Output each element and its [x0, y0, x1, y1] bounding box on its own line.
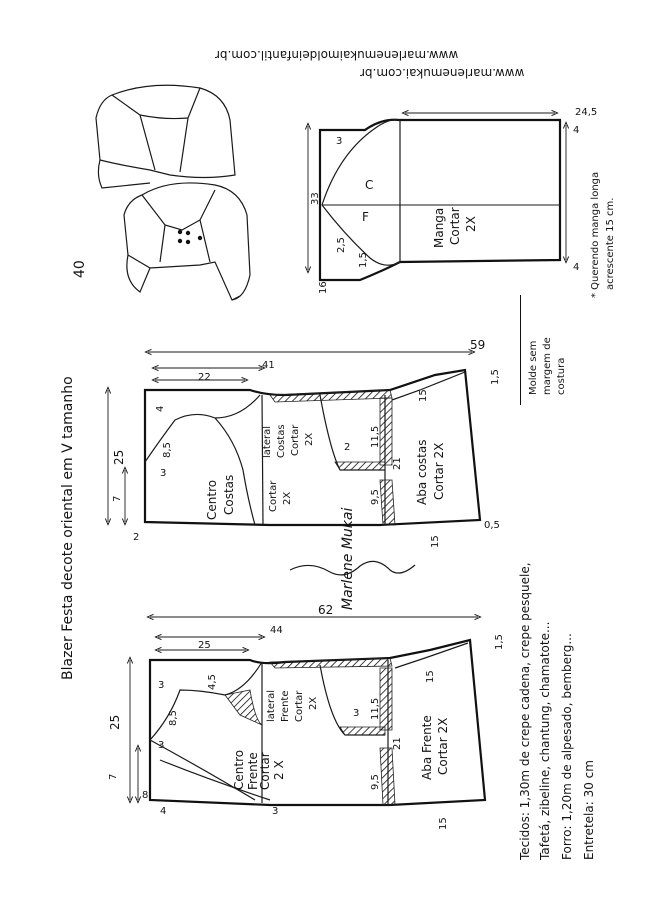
sleeve-label-1: Manga — [432, 207, 446, 248]
back-dim-7: 7 — [112, 495, 123, 502]
front-aba-2: Cortar 2X — [436, 717, 450, 775]
back-dim-59: 59 — [470, 338, 486, 352]
sleeve-label-2: Cortar — [448, 207, 462, 245]
back-lateral-1: lateral — [262, 426, 273, 458]
front-lateral-4: 2X — [308, 696, 319, 710]
back-centro-1: Centro — [205, 479, 219, 520]
back-dim-3a: 3 — [160, 468, 167, 479]
sleeve-dim-4a: 4 — [573, 125, 580, 136]
materials-line-4: Entretela: 30 cm — [582, 760, 596, 860]
back-dim-41: 41 — [262, 360, 275, 371]
sleeve-dim-2-5: 2,5 — [336, 237, 347, 253]
front-centro-2: Frente — [246, 752, 260, 790]
back-dim-2b: 2 — [133, 532, 140, 543]
front-lateral-1: lateral — [266, 690, 277, 722]
materials-line-2: Tafetá, zibeline, chantung, chamatote... — [538, 621, 552, 860]
back-lateral-3: Cortar — [290, 424, 301, 456]
front-dim-62: 62 — [318, 603, 334, 617]
pattern-title: Blazer Festa decote oriental em V tamanho — [60, 376, 76, 680]
sleeve-dim-16: 16 — [318, 281, 329, 294]
sleeve-note-2: acrescente 15 cm. — [605, 197, 616, 290]
back-dim-9-5: 9,5 — [370, 489, 381, 505]
url-line-2: www.marlenemukai.com.br — [360, 66, 525, 80]
back-dim-15a: 15 — [418, 389, 429, 402]
front-dim-8: 8 — [142, 790, 149, 801]
front-dim-11-5: 11,5 — [370, 697, 381, 720]
front-centro-3: Cortar — [258, 752, 272, 790]
front-dim-7: 7 — [108, 773, 119, 780]
sleeve-dim-4b: 4 — [573, 262, 580, 273]
back-aba-2: Cortar 2X — [432, 442, 446, 500]
front-lateral-2: Frente — [280, 690, 291, 722]
back-cortar-2: 2X — [282, 491, 293, 505]
seam-note-2: margem de — [542, 337, 553, 395]
front-dim-25: 25 — [198, 640, 211, 651]
front-centro-4: 2 X — [272, 760, 286, 780]
sleeve-dim-33: 33 — [310, 192, 321, 205]
seam-note-1: Molde sem — [528, 340, 539, 395]
front-dim-3c: 3 — [353, 708, 360, 719]
front-aba-1: Aba Frente — [420, 715, 434, 780]
sleeve-letter-f: F — [362, 210, 369, 224]
back-dim-21: 21 — [392, 457, 403, 470]
back-cortar-1: Cortar — [268, 480, 279, 512]
front-dim-3d: 3 — [272, 806, 279, 817]
sleeve-dim-3: 3 — [336, 136, 343, 147]
front-dim-25v: 25 — [108, 714, 122, 730]
front-dim-44: 44 — [270, 625, 283, 636]
signature: Marlene Mukai — [340, 507, 356, 610]
front-dim-1-5: 1,5 — [494, 634, 505, 650]
sleeve-label-3: 2X — [464, 216, 478, 232]
materials-line-3: Forro: 1,20m de alpesado, bemberg... — [560, 633, 574, 860]
back-dim-22: 22 — [198, 372, 211, 383]
sleeve-note-1: * Querendo manga longa — [590, 171, 601, 298]
seam-note-3: costura — [556, 357, 567, 395]
sleeve-dim-24-5: 24,5 — [575, 107, 598, 118]
front-dim-21: 21 — [392, 737, 403, 750]
front-dim-4-5: 4,5 — [207, 674, 218, 690]
back-dim-4: 4 — [155, 405, 166, 412]
back-centro-2: Costas — [222, 474, 236, 515]
front-centro-1: Centro — [232, 749, 246, 790]
size-number: 40 — [72, 260, 88, 278]
front-lateral-3: Cortar — [294, 690, 305, 722]
back-dim-25: 25 — [112, 449, 126, 465]
blazer-sketch — [96, 85, 250, 300]
url-line-1: www.marlenemukaimoldeinfantil.com.br — [215, 48, 459, 62]
front-dim-15b: 15 — [438, 817, 449, 830]
back-dim-8-5: 8,5 — [162, 442, 173, 458]
back-dim-15b: 15 — [430, 535, 441, 548]
front-dim-15a: 15 — [425, 670, 436, 683]
front-dim-3b: 3 — [158, 740, 165, 751]
front-dim-8-5: 8,5 — [168, 710, 179, 726]
sleeve-pattern — [308, 113, 566, 280]
back-lateral-4: 2X — [304, 432, 315, 446]
sleeve-dim-1-5: 1,5 — [358, 252, 369, 268]
back-lateral-2: Costas — [276, 424, 287, 458]
back-dim-1-5: 1,5 — [490, 369, 501, 385]
materials-line-1: Tecidos: 1,30m de crepe cadena, crepe pesquele, — [518, 562, 532, 860]
front-dim-9-5: 9,5 — [370, 774, 381, 790]
back-dim-11-5: 11,5 — [370, 425, 381, 448]
back-aba-1: Aba costas — [415, 439, 429, 505]
sleeve-letter-c: C — [365, 178, 374, 192]
front-dim-4: 4 — [160, 806, 167, 817]
back-dim-2: 2 — [344, 442, 351, 453]
back-dim-0-5: 0,5 — [484, 520, 500, 531]
front-dim-3a: 3 — [158, 680, 165, 691]
